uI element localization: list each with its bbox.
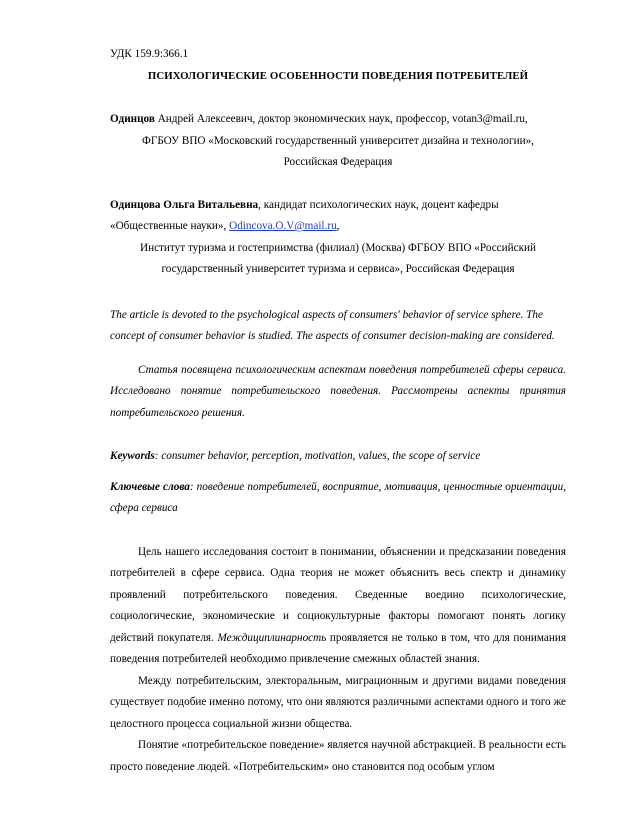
body-paragraph-1-emphasis: Междициплинарность xyxy=(217,631,327,644)
keywords-russian-label: Ключевые слова xyxy=(110,480,190,493)
body-paragraph-3: Понятие «потребительское поведение» является научной абстракцией. В реальности есть просто поведение людей. «Потребительским» оно становится под особым углом xyxy=(110,739,566,773)
author-block-2 xyxy=(110,195,566,281)
author-1-name: Одинцов xyxy=(110,113,155,125)
author-2-affiliation-cont: государственный университет туризма и сервиса», Российская Федерация xyxy=(161,263,515,275)
author-1-details: Андрей Алексеевич, доктор экономических наук, профессор, votan3@mail.ru, xyxy=(154,113,528,125)
document-page xyxy=(110,44,566,778)
body-paragraph-2: Между потребительским, электоральным, миграционным и другими видами поведения существует подобие именно потому, что они являются различными аспектами одного и того же целостного процесса социальной жизни общества. xyxy=(110,674,566,730)
author-2-line xyxy=(110,195,566,238)
author-block-1 xyxy=(110,109,566,174)
article-title: ПСИХОЛОГИЧЕСКИЕ ОСОБЕННОСТИ ПОВЕДЕНИЯ ПОТРЕБИТЕЛЕЙ xyxy=(147,69,529,82)
author-2-details: , кандидат психологических наук, доцент кафедры «Общественные науки», xyxy=(110,198,499,232)
author-2-name: Одинцова Ольга Витальевна xyxy=(110,198,259,211)
author-1-country: Российская Федерация xyxy=(283,156,393,168)
author-1-line xyxy=(110,109,566,131)
body-paragraph-1-start: Цель нашего исследования состоит в понимании, объяснении и предсказании поведения потребителей в сфере сервиса. Одна теория не может объяснить весь спектр и динамику проявлений потребительского поведения. Сведенные воедино психологические, социологические, экономические и социокультурные факторы помогают понять логику действий покупателя. xyxy=(110,545,566,644)
udc-code: УДК 159.9:366.1 xyxy=(110,48,189,60)
author-2-affiliation: Институт туризма и гостеприимства (филиал) (Москва) ФГБОУ ВПО «Российский xyxy=(140,241,536,254)
body-paragraph-1 xyxy=(110,542,566,671)
author-2-email-suffix: , xyxy=(336,220,340,232)
keywords-russian-text: : поведение потребителей, восприятие, мотивация, ценностные ориентации, сфера сервиса xyxy=(110,480,566,514)
abstract-english: The article is devoted to the psychological aspects of consumers' behavior of service sphere. The concept of consumer behavior is studied. The aspects of consumer decision-making are considered. xyxy=(110,308,555,342)
author-1-affiliation: ФГБОУ ВПО «Московский государственный университет дизайна и технологии», xyxy=(142,134,534,147)
author-2-email-link[interactable]: Odincova.O.V@mail.ru xyxy=(229,220,337,232)
keywords-english-text: : consumer behavior, perception, motivation, values, the scope of service xyxy=(154,450,481,462)
keywords-russian xyxy=(110,477,566,520)
keywords-english-label: Keywords xyxy=(110,450,155,462)
keywords-english xyxy=(110,446,566,468)
abstract-russian: Статья посвящена психологическим аспектам поведения потребителей сферы сервиса. Исследовано понятие потребительского поведения. Рассмотрены аспекты принятия потребительского решения. xyxy=(110,363,566,419)
body-paragraph-1-end: проявляется не только в том, что для понимания поведения потребителей необходимо привлечение смежных областей знания. xyxy=(110,631,566,665)
